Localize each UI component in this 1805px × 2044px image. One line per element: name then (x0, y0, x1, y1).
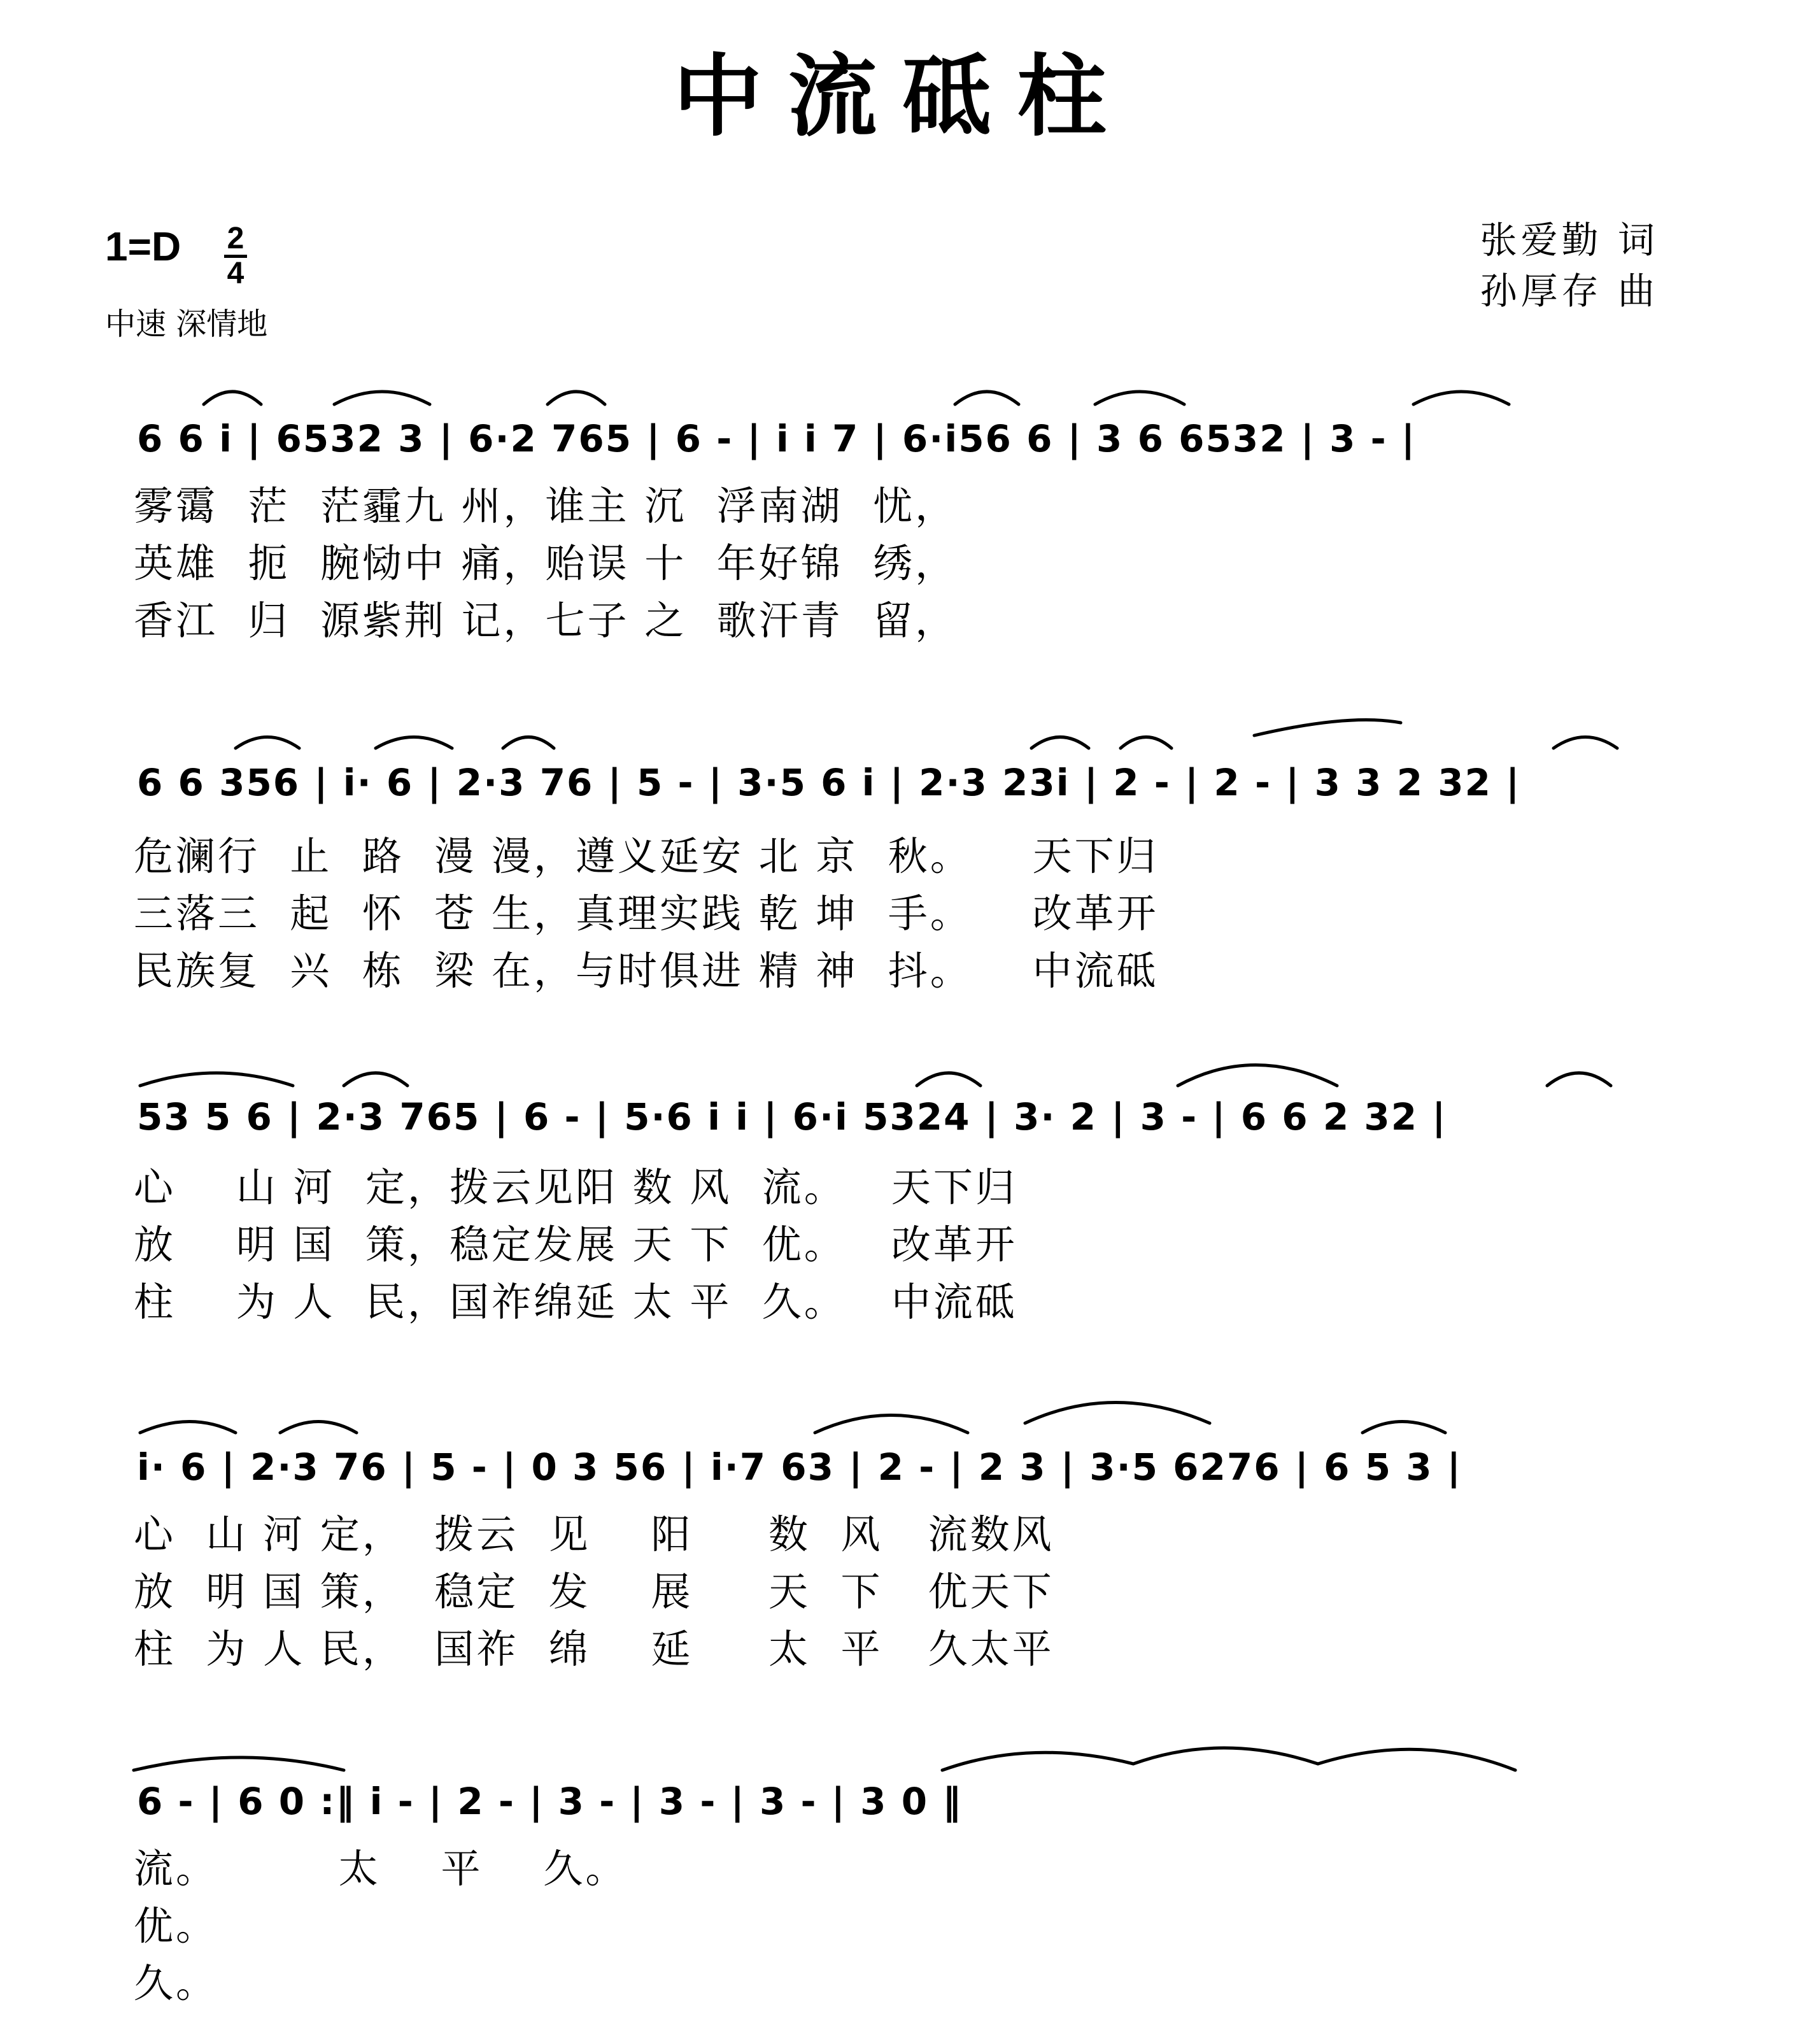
system-2-lyric-verse-2: 三落三 起 怀 苍 生，真理实践 乾 坤 手。 改革开 (134, 890, 1159, 937)
slur (1318, 1749, 1515, 1770)
song-title: 中流砥柱 (673, 45, 1132, 149)
system-1-lyric-verse-3: 香江 归 源紫荆 记，七子 之 歌汗青 留， (134, 597, 958, 644)
slur (1031, 737, 1089, 749)
system-3-lyric-verse-3: 柱 为 人 民，国祚绵延 太 平 久。 中流砥 (134, 1279, 1017, 1325)
slur (1025, 1403, 1210, 1424)
system-1-lyric-verse-2: 英雄 扼 腕恸中 痛，贻误 十 年好锦 绣， (134, 540, 958, 586)
system-1-lyric-verse-1: 雾霭 茫 茫霾九 州，谁主 沉 浮南湖 忧， (134, 483, 958, 529)
system-1-notes: 6 6 i | 6532 3 | 6·2 765 | 6 - | i i 7 | 6·i56 6 | 3 6 6532 | 3 - | (137, 417, 1417, 460)
system-5-notes: 6 - | 6 0 :‖ i - | 2 - | 3 - | 3 - | 3 - | 3 0 ‖ (137, 1780, 963, 1823)
slur (1133, 1748, 1318, 1764)
composer-credit: 孙厚存 曲 (1480, 269, 1659, 313)
system-5-lyric-verse-2: 优。 (134, 1903, 218, 1949)
slur (334, 392, 430, 404)
time-signature-bottom: 4 (227, 257, 244, 290)
slur (376, 737, 452, 749)
slur (503, 737, 554, 749)
slur (140, 1073, 293, 1086)
slur (1254, 720, 1401, 736)
slur (204, 392, 261, 404)
system-2-lyric-verse-3: 民族复 兴 栋 梁 在，与时俱进 精 神 抖。 中流砥 (134, 947, 1159, 994)
time-signature (223, 223, 248, 290)
slur (1178, 1065, 1337, 1086)
slur (344, 1073, 407, 1086)
slur (280, 1422, 357, 1433)
slur (548, 392, 605, 404)
slur (1121, 737, 1171, 749)
slur (236, 737, 299, 749)
slur (1547, 1073, 1611, 1086)
system-2-notes: 6 6 356 | i· 6 | 2·3 76 | 5 - | 3·5 6 i | 2·3 23i | 2 - | 2 - | 3 3 2 32 | (137, 761, 1521, 804)
slur (1363, 1422, 1445, 1433)
system-5-lyric-verse-3: 久。 (134, 1960, 218, 2006)
system-4-lyric-verse-2: 放 明 国 策， 稳定 发 展 天 下 优天下 (134, 1568, 1054, 1615)
time-signature-top: 2 (227, 222, 244, 255)
key-signature: 1=D (105, 224, 181, 269)
system-4-lyric-verse-3: 柱 为 人 民， 国祚 绵 延 太 平 久太平 (134, 1626, 1054, 1672)
system-4-notes: i· 6 | 2·3 76 | 5 - | 0 3 56 | i·7 63 | 2 - | 2 3 | 3·5 6276 | 6 5 3 | (137, 1445, 1462, 1489)
system-3-lyric-verse-1: 心 山 河 定，拨云见阳 数 风 流。 天下归 (134, 1164, 1017, 1210)
system-3-notes: 53 5 6 | 2·3 765 | 6 - | 5·6 i i | 6·i 5324 | 3· 2 | 3 - | 6 6 2 32 | (137, 1095, 1447, 1139)
slur (1554, 737, 1617, 749)
slur (134, 1757, 344, 1770)
lyricist-credit: 张爱勤 词 (1480, 218, 1659, 262)
tempo-marking: 中速 深情地 (105, 306, 268, 342)
slur (140, 1422, 236, 1433)
slur (917, 1073, 980, 1086)
system-5-lyric-verse-1: 流。 太 平 久。 (134, 1845, 628, 1892)
slur (1095, 392, 1184, 404)
slur (815, 1416, 968, 1433)
slur (942, 1752, 1133, 1770)
system-3-lyric-verse-2: 放 明 国 策，稳定发展 天 下 优。 改革开 (134, 1221, 1017, 1268)
slur (1413, 392, 1509, 404)
slur (955, 392, 1019, 404)
system-4-lyric-verse-1: 心 山 河 定， 拨云 见 阳 数 风 流数风 (134, 1511, 1054, 1558)
system-2-lyric-verse-1: 危澜行 止 路 漫 漫，遵义延安 北 京 秋。 天下归 (134, 833, 1159, 879)
